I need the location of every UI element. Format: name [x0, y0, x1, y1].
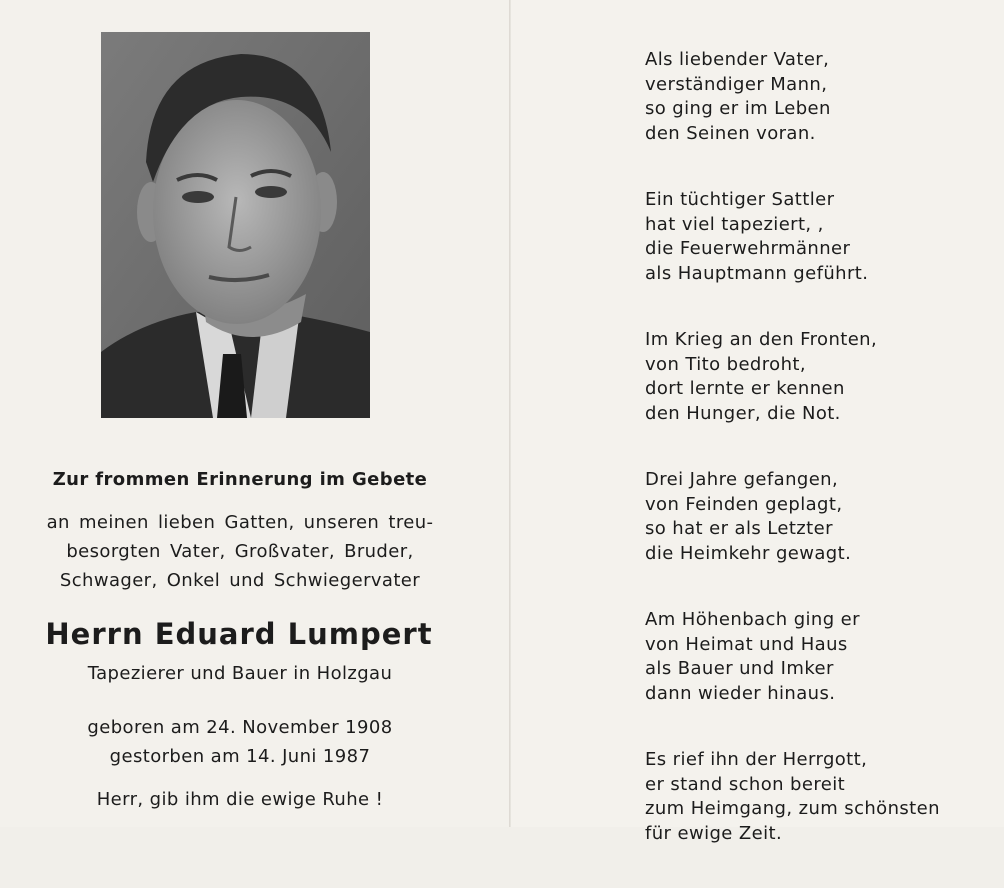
birth-date: geboren am 24. November 1908: [87, 717, 393, 738]
verse-line: Am Höhenbach ging er: [645, 609, 860, 630]
verse-line: Es rief ihn der Herrgott,: [645, 749, 868, 770]
intro-line: an meinen lieben Gatten, unseren treu-: [46, 512, 434, 533]
verse: [645, 608, 940, 706]
intro-line: Schwager, Onkel und Schwiegervater: [59, 570, 421, 591]
verse-line: von Feinden geplagt,: [645, 493, 843, 515]
prayer-line: Herr, gib ihm die ewige Ruhe !: [96, 789, 384, 810]
verse-line: Drei Jahre gefangen,: [645, 469, 839, 490]
verse-line: dort lernte er kennen: [645, 378, 845, 399]
verse: [645, 748, 940, 846]
verse-line: hat viel tapeziert, ,: [645, 213, 824, 235]
death-date: gestorben am 14. Juni 1987: [109, 746, 371, 767]
verse-line: von Tito bedroht,: [645, 353, 806, 375]
verse-line: die Feuerwehrmänner: [645, 238, 851, 259]
poem: [645, 48, 940, 888]
dedication-intro: [0, 508, 480, 595]
portrait-illustration: [101, 32, 370, 418]
verse-line: den Seinen voran.: [645, 122, 816, 144]
verse-line: die Heimkehr gewagt.: [645, 542, 852, 564]
dedication-heading: Zur frommen Erinnerung im Gebete: [52, 469, 428, 490]
verse-line: den Hunger, die Not.: [645, 402, 841, 424]
verse-line: Im Krieg an den Fronten,: [645, 329, 878, 350]
occupation: Tapezierer und Bauer in Holzgau: [87, 663, 393, 684]
verse-line: er stand schon bereit: [645, 773, 846, 795]
portrait-photo: [101, 32, 370, 418]
verse-line: als Hauptmann geführt.: [645, 262, 869, 284]
intro-line: besorgten Vater, Großvater, Bruder,: [66, 541, 414, 562]
left-panel: [0, 0, 509, 827]
verse: [645, 48, 940, 146]
verse-line: so ging er im Leben: [645, 98, 831, 119]
verse-line: für ewige Zeit.: [645, 822, 783, 844]
verse-line: dann wieder hinaus.: [645, 682, 836, 704]
deceased-name: Herrn Eduard Lumpert: [45, 617, 433, 651]
verse-line: von Heimat und Haus: [645, 633, 848, 655]
life-dates: [0, 713, 480, 771]
verse-line: Als liebender Vater,: [645, 49, 830, 70]
verse: [645, 468, 940, 566]
verse-line: als Bauer und Imker: [645, 658, 834, 679]
verse-line: Ein tüchtiger Sattler: [645, 189, 835, 210]
verse-line: so hat er als Letzter: [645, 518, 833, 539]
verse-line: zum Heimgang, zum schönsten: [645, 798, 940, 819]
verse: [645, 188, 940, 286]
verse-line: verständiger Mann,: [645, 73, 828, 95]
verse: [645, 328, 940, 426]
